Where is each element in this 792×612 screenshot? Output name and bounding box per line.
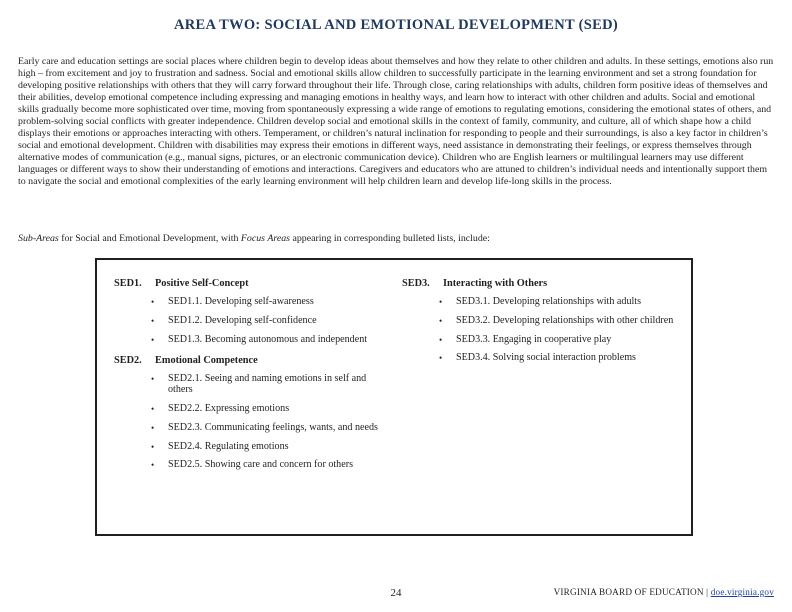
sed1-list bbox=[114, 297, 386, 345]
bullet-icon: • bbox=[151, 374, 155, 385]
bullet-icon: • bbox=[151, 422, 155, 433]
right-column bbox=[402, 278, 682, 374]
focus-areas-term: Focus Areas bbox=[240, 233, 290, 244]
list-item bbox=[439, 316, 682, 327]
sed1-name: Positive Self-Concept bbox=[155, 278, 249, 289]
sed3-code: SED3. bbox=[402, 278, 430, 289]
footer-link[interactable]: doe.virginia.gov bbox=[710, 587, 774, 597]
list-item-text: SED3.3. Engaging in cooperative play bbox=[456, 333, 612, 345]
bullet-icon: • bbox=[439, 315, 443, 326]
intro-section bbox=[18, 56, 774, 187]
list-item bbox=[151, 316, 386, 327]
left-column bbox=[114, 278, 386, 481]
bullet-icon: • bbox=[151, 315, 155, 326]
bullet-icon: • bbox=[439, 297, 443, 307]
list-item bbox=[151, 374, 386, 396]
subareas-intro bbox=[18, 233, 774, 244]
list-item bbox=[439, 335, 682, 346]
page-title: AREA TWO: SOCIAL AND EMOTIONAL DEVELOPMENT (SED) bbox=[173, 17, 619, 33]
list-item bbox=[151, 404, 386, 415]
bullet-icon: • bbox=[151, 441, 155, 452]
sed2-list bbox=[114, 374, 386, 471]
sub-areas-term: Sub-Areas bbox=[18, 233, 59, 244]
list-item bbox=[151, 442, 386, 453]
list-item-text: SED1.3. Becoming autonomous and independent bbox=[168, 333, 368, 345]
list-item bbox=[439, 353, 682, 364]
list-item-text: SED2.3. Communicating feelings, wants, and needs bbox=[168, 421, 378, 433]
subareas-intro-middle: for Social and Emotional Development, with bbox=[58, 233, 241, 244]
list-item-text: SED2.2. Expressing emotions bbox=[168, 402, 290, 414]
bullet-icon: • bbox=[151, 403, 155, 414]
bullet-icon: • bbox=[151, 460, 155, 471]
sed2-name: Emotional Competence bbox=[155, 355, 258, 367]
subareas-intro-end: appearing in corresponding bulleted lists, include: bbox=[290, 233, 490, 244]
list-item-text: SED2.4. Regulating emotions bbox=[168, 440, 289, 452]
intro-paragraph: Early care and education settings are social places where children begin to develop ideas about themselves and how they relate to other children and adults. In these settings, emotions also run high – from excitement and joy to frustration and sadness. Social and emotional skills allow children to successfully participate in the learning environment and set a strong foundation for developing positive relationships with others that they will carry forward throughout their life. Through close, caring relationships with adults, children form positive ideas of themselves and their abilities, develop emotional competence including expressing and managing emotions in healthy ways, and learn how to interact with other children and adults. Social and emotional skills gradually become more sophisticated over time, moving from spontaneously expressing a wide range of emotions to regulating emotions, considering the emotional states of others, and problem-solving social conflicts with greater independence. Children develop social and emotional skills in the context of family, community, and culture, all of which shape how a child displays their emotions or approaches interacting with others. Temperament, or children’s natural inclination for responding to people and their surroundings, is also a key factor in children’s social and emotional development. Children with disabilities may express their emotions in different ways, need assistance in demonstrating their feelings, or express themselves through alternative modes of communication (e.g., manual signs, pictures, or an electronic communication device). Children who are English learners or multilingual learners may use different languages or different ways to show their understanding of emotions and interactions. Caregivers and educators who are attuned to children’s individual needs and intentionally support them to navigate the social and emotional complexities of the early learning environment will help children learn and develop life-long skills in the process. bbox=[18, 56, 774, 187]
sed2-code: SED2. bbox=[114, 355, 142, 367]
sed3-name: Interacting with Others bbox=[443, 278, 548, 289]
list-item bbox=[151, 460, 386, 471]
sed3-heading bbox=[402, 278, 682, 289]
sed1-heading bbox=[114, 278, 386, 289]
bullet-icon: • bbox=[439, 334, 443, 345]
footer-separator: | bbox=[703, 587, 711, 597]
list-item-text: SED2.5. Showing care and concern for others bbox=[168, 459, 353, 471]
list-item bbox=[151, 297, 386, 308]
footer-org bbox=[554, 587, 774, 597]
list-item-text: SED2.1. Seeing and naming emotions in self and others bbox=[168, 373, 367, 396]
list-item-text: SED1.2. Developing self-confidence bbox=[168, 314, 317, 326]
subareas-box bbox=[95, 258, 693, 536]
list-item bbox=[151, 335, 386, 346]
list-item-text: SED3.2. Developing relationships with other children bbox=[456, 314, 674, 326]
list-item-text: SED3.1. Developing relationships with adults bbox=[456, 296, 642, 307]
list-item-text: SED1.1. Developing self-awareness bbox=[168, 296, 314, 307]
bullet-icon: • bbox=[439, 353, 443, 364]
footer-org-name: VIRGINIA BOARD OF EDUCATION bbox=[553, 587, 704, 597]
sed3-list bbox=[402, 297, 682, 364]
bullet-icon: • bbox=[151, 334, 155, 345]
bullet-icon: • bbox=[151, 297, 155, 307]
list-item-text: SED3.4. Solving social interaction problems bbox=[456, 352, 636, 364]
page-number: 24 bbox=[390, 587, 402, 599]
list-item bbox=[151, 423, 386, 434]
list-item bbox=[439, 297, 682, 308]
sed2-heading bbox=[114, 355, 386, 366]
sed1-code: SED1. bbox=[114, 278, 142, 289]
